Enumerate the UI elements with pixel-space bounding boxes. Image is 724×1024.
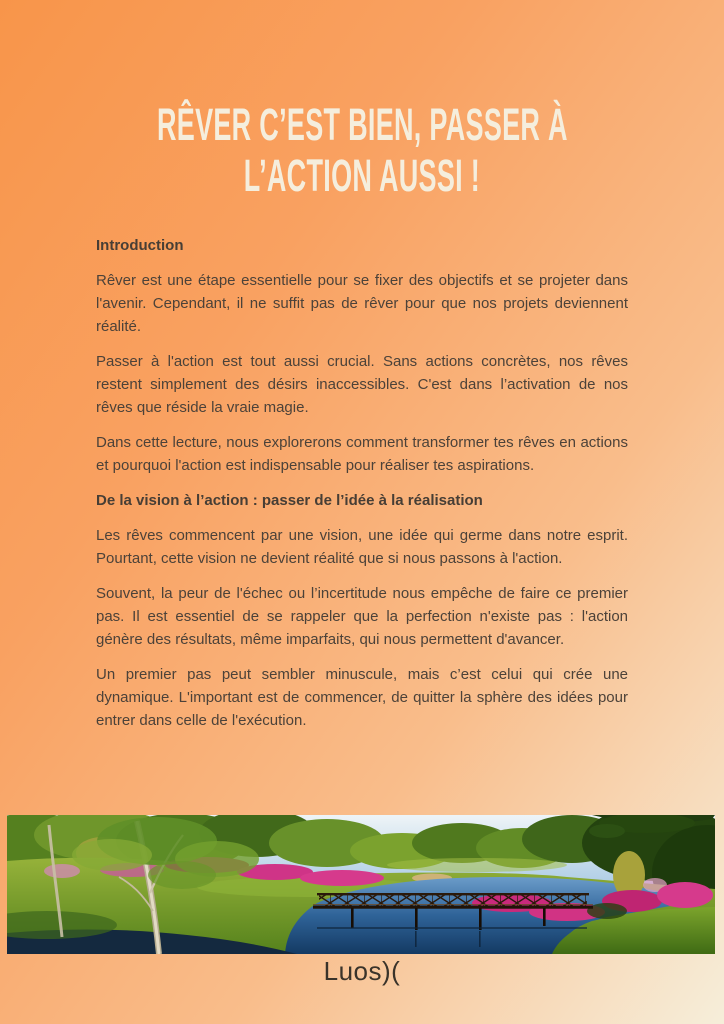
article-body: [96, 234, 628, 732]
paragraph: Les rêves commencent par une vision, une idée qui germe dans notre esprit. Pourtant, cette vision ne devient réalité que si nous passons à l'action.: [96, 527, 628, 567]
section-vision-action: [96, 489, 628, 732]
paragraph: Passer à l'action est tout aussi crucial. Sans actions concrètes, nos rêves restent simplement des désirs inaccessibles. C'est dans l’activation de nos rêves que réside la vraie magie.: [96, 353, 628, 416]
luos-logo: Luos)(: [323, 956, 401, 986]
page-title: [0, 0, 724, 201]
paragraph: Rêver est une étape essentielle pour se fixer des objectifs et se projeter dans l'avenir. Cependant, il ne suffit pas de rêver pour que nos projets deviennent réalité.: [96, 272, 628, 335]
paragraph: Un premier pas peut sembler minuscule, mais c’est celui qui crée une dynamique. L'important est de commencer, de quitter la sphère des idées pour entrer dans celle de l'exécution.: [96, 666, 628, 729]
page-footer: [0, 956, 724, 987]
garden-photo-illustration: [7, 815, 715, 954]
paragraph: Dans cette lecture, nous explorerons comment transformer tes rêves en actions et pourquoi l'action est indispensable pour réaliser tes aspirations.: [96, 434, 628, 474]
section-introduction: [96, 234, 628, 477]
section-heading-vision-action: De la vision à l’action : passer de l’idée à la réalisation: [96, 492, 483, 509]
garden-photo: [7, 815, 715, 954]
section-heading-introduction: Introduction: [96, 237, 184, 254]
page-title-line-2: L’ACTION AUSSI !: [243, 150, 481, 201]
page-title-line-1: RÊVER C’EST BIEN, PASSER À: [156, 99, 568, 150]
paragraph: Souvent, la peur de l'échec ou l’incertitude nous empêche de faire ce premier pas. Il est essentiel de se rappeler que la perfection n'existe pas : l'action génère des résultats, même imparfaits, qui nous permettent d'avancer.: [96, 585, 628, 648]
